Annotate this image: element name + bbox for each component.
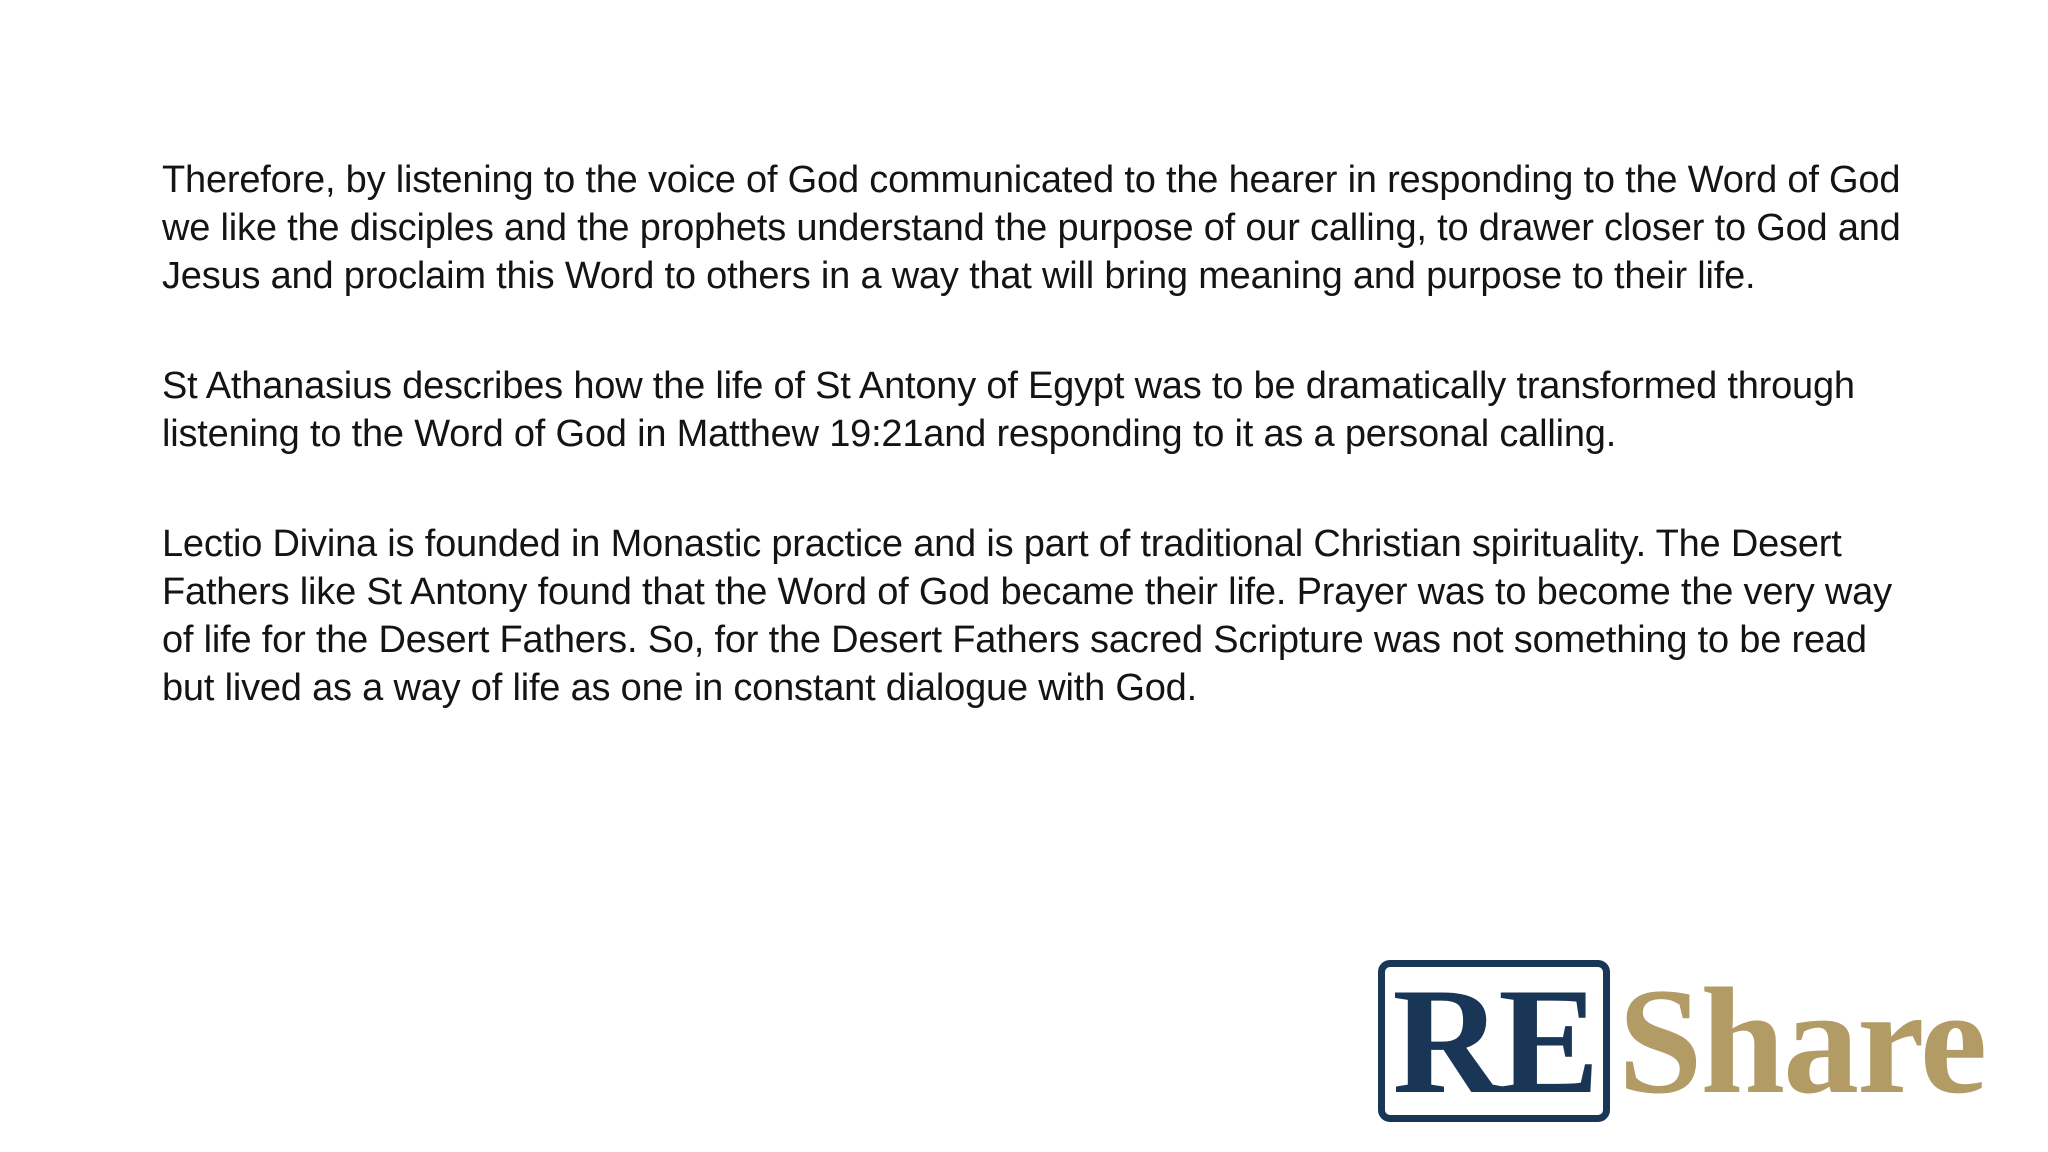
logo-share-text: Share	[1618, 957, 1986, 1125]
logo-re-text: RE	[1392, 957, 1596, 1125]
paragraph-listening: Therefore, by listening to the voice of God communicated to the hearer in responding to the Word of God we like the disciples and the prophets understand the purpose of our calling, to drawer closer to God and Jesus and proclaim this Word to others in a way that will bring meaning and purpose to their life.	[162, 159, 1901, 297]
paragraph-athanasius: St Athanasius describes how the life of St Antony of Egypt was to be dramatically transformed through listening to the Word of God in Matthew 19:21and responding to it as a personal calling.	[162, 365, 1855, 455]
paragraph-lectio-divina: Lectio Divina is founded in Monastic practice and is part of traditional Christian spirituality. The Desert Fathers like St Antony found that the Word of God became their life. Prayer was to become the very way of life for the Desert Fathers. So, for the Desert Fathers sacred Scripture was not something to be read but lived as a way of life as one in constant dialogue with God.	[162, 523, 1892, 709]
reshare-logo	[1378, 957, 2028, 1130]
slide-body-text	[162, 156, 1922, 774]
